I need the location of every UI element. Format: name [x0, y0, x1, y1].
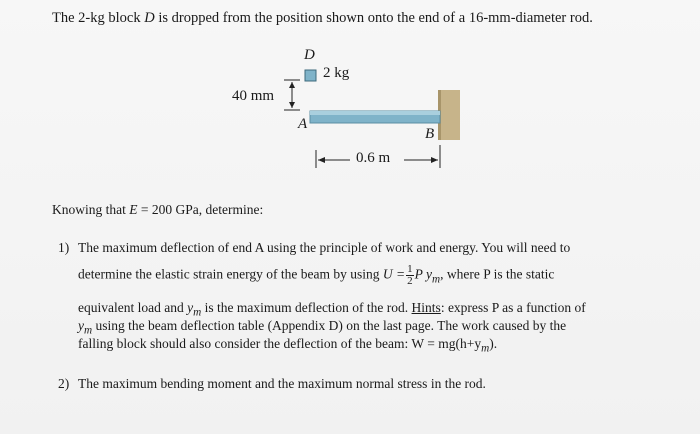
length-arrow-left	[318, 157, 325, 163]
given-statement: Knowing that E = 200 GPa, determine:	[52, 202, 264, 217]
rod-highlight	[310, 111, 440, 115]
block-label-d: D	[304, 47, 315, 63]
question-number: 1)	[58, 240, 70, 255]
rod-figure	[0, 0, 700, 200]
question-1-line-3: equivalent load and $y_m$ is the maximum deflection of the rod. Hints: express P as a function of	[78, 300, 586, 319]
block-d	[305, 70, 316, 81]
support-label-b: B	[425, 126, 435, 142]
height-arrow-up	[289, 82, 295, 88]
one-half-fraction: $\frac{1}{2}$	[407, 263, 413, 287]
problem-statement: The 2-kg block D is dropped from the position shown onto the end of a 16-mm-diameter rod.	[52, 10, 593, 26]
height-arrow-down	[289, 102, 295, 108]
question-1-line-2: determine the elastic strain energy of the beam by using U = $\frac{1}{2}$ P $y_m$, where P is the static	[78, 263, 555, 287]
question-1	[58, 240, 688, 370]
mass-label: 2 kg	[323, 65, 350, 81]
question-1-line-4: $y_m$ using the beam deflection table (Appendix D) on the last page. The work caused by the	[78, 318, 567, 337]
length-label: 0.6 m	[356, 150, 391, 166]
drop-height-label: 40 mm	[232, 88, 275, 104]
rod-diagram	[0, 0, 700, 200]
question-1-line-5: falling block should also consider the deflection of the beam: $W = mg(h+y_m)$.	[78, 336, 498, 355]
question-2-line-1: The maximum bending moment and the maximum normal stress in the rod.	[78, 376, 486, 391]
length-arrow-right	[431, 157, 438, 163]
question-2	[58, 376, 688, 396]
question-number: 2)	[58, 376, 70, 391]
end-label-a: A	[298, 116, 308, 132]
wall-support	[440, 90, 460, 140]
question-1-line-1: The maximum deflection of end A using the principle of work and energy. You will need to	[78, 240, 571, 255]
